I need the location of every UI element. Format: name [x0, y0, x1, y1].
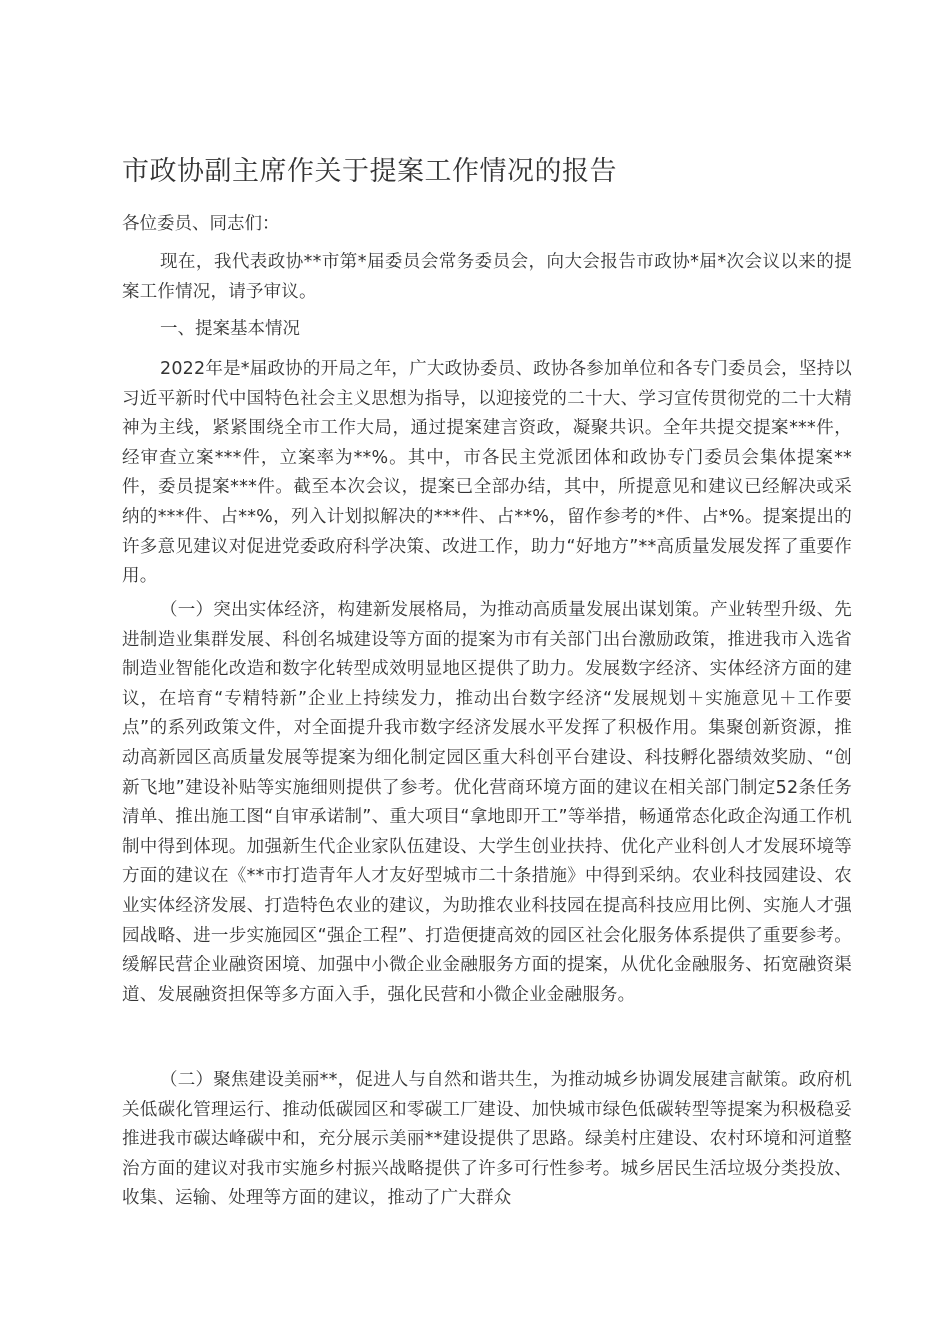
point-two-paragraph: （二）聚焦建设美丽**，促进人与自然和谐共生，为推动城乡协调发展建言献策。政府机关低碳化管理运行、推动低碳园区和零碳工厂建设、加快城市绿色低碳转型等提案为积极稳妥推进我市碳达峰碳中和，充分展示美丽**建设提供了思路。绿美村庄建设、农村环境和河道整治方面的建议对我市实施乡村振兴战略提供了许多可行性参考。城乡居民生活垃圾分类投放、收集、运输、处理等方面的建议，推动了广大群众	[122, 1070, 852, 1209]
intro-paragraph: 现在，我代表政协**市第*届委员会常务委员会，向大会报告市政协*届*次会议以来的提案工作情况，请予审议。	[122, 252, 852, 302]
document-title: 市政协副主席作关于提案工作情况的报告	[122, 156, 617, 187]
overview-paragraph: 2022年是*届政协的开局之年，广大政协委员、政协各参加单位和各专门委员会，坚持以习近平新时代中国特色社会主义思想为指导，以迎接党的二十大、学习宣传贯彻党的二十大精神为主线，紧紧围绕全市工作大局，通过提案建言资政，凝聚共识。全年共提交提案***件，经审查立案***件，立案率为**%。其中，市各民主党派团体和政协专门委员会集体提案**件，委员提案***件。截至本次会议，提案已全部办结，其中，所提意见和建议已经解决或采纳的***件、占**%，列入计划拟解决的***件、占**%，留作参考的*件、占*%。提案提出的许多意见建议对促进党委政府科学决策、改进工作，助力“好地方”**高质量发展发挥了重要作用。	[122, 359, 852, 587]
salutation: 各位委员、同志们：	[122, 214, 280, 234]
point-one-paragraph: （一）突出实体经济，构建新发展格局，为推动高质量发展出谋划策。产业转型升级、先进制造业集群发展、科创名城建设等方面的提案为市有关部门出台激励政策，推进我市入选省制造业智能化改造和数字化转型成效明显地区提供了助力。发展数字经济、实体经济方面的建议，在培育“专精特新”企业上持续发力，推动出台数字经济“发展规划＋实施意见＋工作要点”的系列政策文件，对全面提升我市数字经济发展水平发挥了积极作用。集聚创新资源，推动高新园区高质量发展等提案为细化制定园区重大科创平台建设、科技孵化器绩效奖励、“创新飞地”建设补贴等实施细则提供了参考。优化营商环境方面的建议在相关部门制定52条任务清单、推出施工图“自审承诺制”、重大项目“拿地即开工”等举措，畅通常态化政企沟通工作机制中得到体现。加强新生代企业家队伍建设、大学生创业扶持、优化产业科创人才发展环境等方面的建议在《**市打造青年人才友好型城市二十条措施》中得到采纳。农业科技园建设、农业实体经济发展、打造特色农业的建议，为助推农业科技园在提高科技应用比例、实施人才强园战略、进一步实施园区“强企工程”、打造便捷高效的园区社会化服务体系提供了重要参考。缓解民营企业融资困境、加强中小微企业金融服务方面的提案，从优化金融服务、拓宽融资渠道、发展融资担保等多方面入手，强化民营和小微企业金融服务。	[122, 600, 852, 1005]
section-heading: 一、提案基本情况	[160, 319, 300, 339]
